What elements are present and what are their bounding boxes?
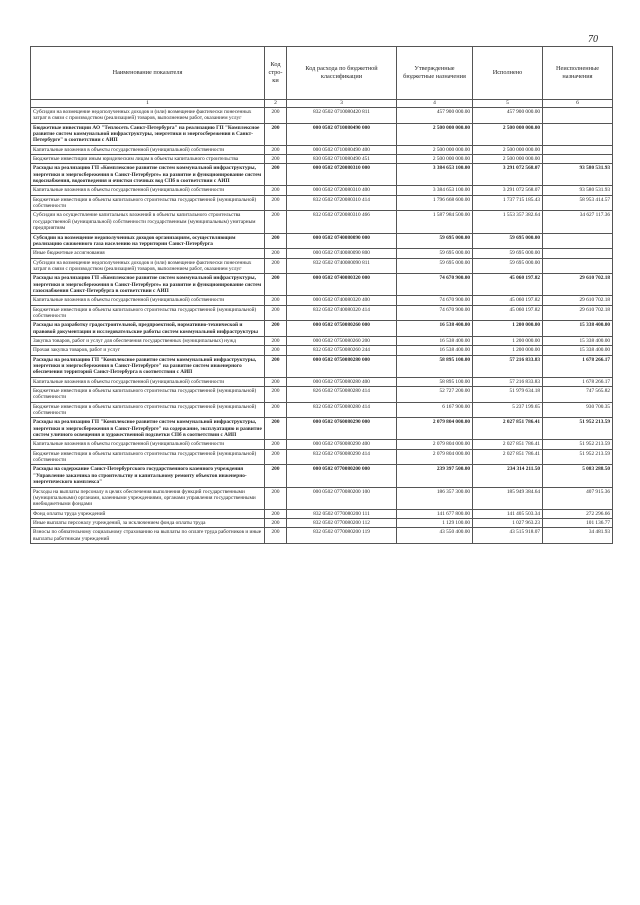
header-name: Наименование показателя bbox=[31, 47, 265, 100]
row-approved: 2 079 804 000.00 bbox=[397, 440, 473, 449]
table-row bbox=[31, 274, 613, 296]
row-unexecuted bbox=[543, 233, 613, 249]
row-executed: 45 060 197.82 bbox=[473, 305, 543, 321]
row-name: Иные выплаты персоналу учреждений, за исключением фонда оплаты труда bbox=[31, 518, 265, 527]
row-expense-code: 832 0502 0710080420 811 bbox=[287, 108, 397, 124]
row-expense-code: 826 0502 0750080280 414 bbox=[287, 387, 397, 403]
row-line-code: 200 bbox=[265, 305, 287, 321]
table-row bbox=[31, 387, 613, 403]
row-unexecuted bbox=[543, 258, 613, 274]
table-row bbox=[31, 258, 613, 274]
table-row bbox=[31, 355, 613, 377]
row-expense-code: 830 0502 0710080490 451 bbox=[287, 155, 397, 164]
row-expense-code: 000 0502 0750080280 000 bbox=[287, 355, 397, 377]
row-executed: 234 314 211.50 bbox=[473, 465, 543, 487]
row-unexecuted: 15 338 400.00 bbox=[543, 336, 613, 345]
column-number: 3 bbox=[287, 100, 397, 108]
table-row bbox=[31, 509, 613, 518]
row-unexecuted bbox=[543, 108, 613, 124]
row-executed: 43 515 918.07 bbox=[473, 528, 543, 544]
row-executed: 45 060 197.82 bbox=[473, 296, 543, 305]
table-row bbox=[31, 440, 613, 449]
row-expense-code: 000 0502 0750080260 200 bbox=[287, 336, 397, 345]
row-line-code: 200 bbox=[265, 518, 287, 527]
row-approved: 2 079 804 000.00 bbox=[397, 449, 473, 465]
row-executed: 59 695 000.00 bbox=[473, 249, 543, 258]
row-name: Расходы на реализацию ГП «Комплексное развитие систем коммунальной инфраструктуры, энергетики и энергосбережения в Санкт-Петербурге» на развитие и функционирование систем водоснабжения, водоотведения и очистки сточных вод СПб в соответствии с АИП bbox=[31, 164, 265, 186]
row-line-code: 200 bbox=[265, 211, 287, 233]
row-executed: 185 949 384.64 bbox=[473, 487, 543, 509]
row-name: Прочая закупка товаров, работ и услуг bbox=[31, 346, 265, 355]
header-line-code: Код стро-ки bbox=[265, 47, 287, 100]
row-line-code: 200 bbox=[265, 186, 287, 195]
row-executed: 2 027 851 786.41 bbox=[473, 440, 543, 449]
row-name: Капитальные вложения в объекты государственной (муниципальной) собственности bbox=[31, 186, 265, 195]
row-name: Бюджетные инвестиции иным юридическим лицам в объекты капитального строительства bbox=[31, 155, 265, 164]
row-line-code: 200 bbox=[265, 195, 287, 211]
row-unexecuted: 1 678 266.17 bbox=[543, 355, 613, 377]
row-unexecuted: 29 610 702.18 bbox=[543, 296, 613, 305]
table-row bbox=[31, 321, 613, 337]
row-approved: 457 900 000.00 bbox=[397, 108, 473, 124]
row-name: Взносы по обязательному социальному страхованию на выплаты по оплате труда работников и иные выплаты работникам учреждений bbox=[31, 528, 265, 544]
row-unexecuted: 34 627 117.36 bbox=[543, 211, 613, 233]
row-line-code: 200 bbox=[265, 321, 287, 337]
row-unexecuted: 5 083 288.50 bbox=[543, 465, 613, 487]
row-expense-code: 000 0502 0760080290 000 bbox=[287, 418, 397, 440]
row-executed: 457 900 000.00 bbox=[473, 108, 543, 124]
row-approved: 1 129 100.00 bbox=[397, 518, 473, 527]
row-executed: 59 695 000.00 bbox=[473, 233, 543, 249]
row-unexecuted: 29 610 702.18 bbox=[543, 274, 613, 296]
row-approved: 74 670 900.00 bbox=[397, 274, 473, 296]
row-expense-code: 832 0502 0740080320 414 bbox=[287, 305, 397, 321]
row-line-code: 200 bbox=[265, 487, 287, 509]
row-executed: 3 291 072 568.07 bbox=[473, 186, 543, 195]
row-executed: 45 060 197.82 bbox=[473, 274, 543, 296]
row-line-code: 200 bbox=[265, 387, 287, 403]
row-name: Бюджетные инвестиции в объекты капитального строительства государственной (муниципальной) собственности bbox=[31, 305, 265, 321]
row-name: Фонд оплаты труда учреждений bbox=[31, 509, 265, 518]
row-executed: 1 027 963.23 bbox=[473, 518, 543, 527]
row-line-code: 200 bbox=[265, 449, 287, 465]
header-approved: Утвержденные бюджетные назначения bbox=[397, 47, 473, 100]
row-line-code: 200 bbox=[265, 233, 287, 249]
table-row bbox=[31, 155, 613, 164]
row-expense-code: 832 0502 0720080310 466 bbox=[287, 211, 397, 233]
row-approved: 3 384 653 100.00 bbox=[397, 164, 473, 186]
row-executed: 1 553 357 382.64 bbox=[473, 211, 543, 233]
row-name: Иные бюджетные ассигнования bbox=[31, 249, 265, 258]
row-name: Капитальные вложения в объекты государственной (муниципальной) собственности bbox=[31, 377, 265, 386]
row-approved: 43 550 400.00 bbox=[397, 528, 473, 544]
row-approved: 3 384 653 100.00 bbox=[397, 186, 473, 195]
row-approved: 16 538 400.00 bbox=[397, 346, 473, 355]
row-name: Капитальные вложения в объекты государственной (муниципальной) собственности bbox=[31, 440, 265, 449]
table-row bbox=[31, 518, 613, 527]
header-executed: Исполнено bbox=[473, 47, 543, 100]
table-row bbox=[31, 108, 613, 124]
row-executed: 1 200 000.00 bbox=[473, 336, 543, 345]
row-line-code: 200 bbox=[265, 418, 287, 440]
row-unexecuted: 58 953 414.57 bbox=[543, 195, 613, 211]
row-expense-code: 832 0502 0750080260 244 bbox=[287, 346, 397, 355]
row-unexecuted: 747 565.82 bbox=[543, 387, 613, 403]
table-row bbox=[31, 465, 613, 487]
row-approved: 52 727 200.00 bbox=[397, 387, 473, 403]
row-approved: 16 538 400.00 bbox=[397, 336, 473, 345]
table-row bbox=[31, 233, 613, 249]
row-name: Субсидии на возмещение недополученных доходов и (или) возмещение фактически понесенных затрат в связи с производством (реализацией) товаров, выполнением работ, оказанием услуг bbox=[31, 258, 265, 274]
row-approved: 239 397 500.00 bbox=[397, 465, 473, 487]
row-approved: 58 895 100.00 bbox=[397, 377, 473, 386]
row-line-code: 200 bbox=[265, 346, 287, 355]
row-unexecuted bbox=[543, 145, 613, 154]
row-expense-code: 000 0502 0710080490 000 bbox=[287, 123, 397, 145]
table-row bbox=[31, 377, 613, 386]
row-expense-code: 832 0502 0750080280 414 bbox=[287, 402, 397, 418]
row-unexecuted: 93 580 531.93 bbox=[543, 164, 613, 186]
row-approved: 1 587 984 500.00 bbox=[397, 211, 473, 233]
row-unexecuted: 15 338 400.00 bbox=[543, 346, 613, 355]
row-unexecuted: 101 136.77 bbox=[543, 518, 613, 527]
row-expense-code: 832 0502 0740080090 811 bbox=[287, 258, 397, 274]
row-expense-code: 832 0502 0770080200 112 bbox=[287, 518, 397, 527]
row-line-code: 200 bbox=[265, 528, 287, 544]
row-unexecuted: 1 678 266.17 bbox=[543, 377, 613, 386]
row-name: Бюджетные инвестиции АО "Теплосеть Санкт-Петербурга" на реализацию ГП "Комплексное развитие систем коммунальной инфраструктуры, энергетики и энергосбережения в Санкт-Петербурге" в соответствии с АИП bbox=[31, 123, 265, 145]
row-name: Бюджетные инвестиции в объекты капитального строительства государственной (муниципальной) собственности bbox=[31, 387, 265, 403]
row-approved: 2 079 804 000.00 bbox=[397, 418, 473, 440]
table-row bbox=[31, 249, 613, 258]
row-approved: 141 677 800.00 bbox=[397, 509, 473, 518]
row-line-code: 200 bbox=[265, 509, 287, 518]
row-executed: 57 216 833.83 bbox=[473, 377, 543, 386]
row-approved: 74 670 900.00 bbox=[397, 305, 473, 321]
row-unexecuted: 93 580 531.93 bbox=[543, 186, 613, 195]
header-unexecuted: Неисполненные назначения bbox=[543, 47, 613, 100]
row-expense-code: 000 0502 0760080290 400 bbox=[287, 440, 397, 449]
row-expense-code: 000 0502 0750080260 000 bbox=[287, 321, 397, 337]
row-name: Субсидии на возмещение недополученных доходов организациям, осуществляющим реализацию сжиженного газа населению на территории Санкт-Петербурга bbox=[31, 233, 265, 249]
row-approved: 58 895 100.00 bbox=[397, 355, 473, 377]
column-number: 2 bbox=[265, 100, 287, 108]
row-line-code: 200 bbox=[265, 465, 287, 487]
row-unexecuted: 51 952 213.59 bbox=[543, 440, 613, 449]
column-number: 5 bbox=[473, 100, 543, 108]
row-expense-code: 000 0502 0720080310 000 bbox=[287, 164, 397, 186]
row-unexecuted bbox=[543, 123, 613, 145]
row-approved: 186 357 300.00 bbox=[397, 487, 473, 509]
row-approved: 6 167 900.00 bbox=[397, 402, 473, 418]
row-name: Капитальные вложения в объекты государственной (муниципальной) собственности bbox=[31, 296, 265, 305]
row-executed: 57 216 833.83 bbox=[473, 355, 543, 377]
row-approved: 1 796 668 600.00 bbox=[397, 195, 473, 211]
row-executed: 59 695 000.00 bbox=[473, 258, 543, 274]
row-unexecuted: 29 610 702.18 bbox=[543, 305, 613, 321]
row-unexecuted: 407 915.36 bbox=[543, 487, 613, 509]
row-line-code: 200 bbox=[265, 296, 287, 305]
table-row bbox=[31, 296, 613, 305]
row-unexecuted: 51 952 213.59 bbox=[543, 449, 613, 465]
row-name: Расходы на реализацию ГП "Комплексное развитие систем коммунальной инфраструктуры, энергетики и энергосбережения в Санкт-Петербурге" на содержание, эксплуатацию и развитие систем уличного освещения и художественной подсветки СПб в соответствии с АИП bbox=[31, 418, 265, 440]
table-row bbox=[31, 123, 613, 145]
row-expense-code: 832 0502 0720080310 414 bbox=[287, 195, 397, 211]
table-row bbox=[31, 164, 613, 186]
row-line-code: 200 bbox=[265, 249, 287, 258]
row-approved: 2 500 000 000.00 bbox=[397, 123, 473, 145]
row-executed: 2 500 000 000.00 bbox=[473, 145, 543, 154]
table-row bbox=[31, 487, 613, 509]
row-expense-code: 000 0502 0770080200 000 bbox=[287, 465, 397, 487]
table-row bbox=[31, 211, 613, 233]
row-executed: 5 237 199.65 bbox=[473, 402, 543, 418]
row-name: Бюджетные инвестиции в объекты капитального строительства государственной (муниципальной) собственности bbox=[31, 449, 265, 465]
row-line-code: 200 bbox=[265, 274, 287, 296]
budget-execution-table bbox=[30, 46, 613, 544]
row-expense-code: 000 0502 0740080090 000 bbox=[287, 233, 397, 249]
row-expense-code: 000 0502 0740080320 000 bbox=[287, 274, 397, 296]
row-line-code: 200 bbox=[265, 440, 287, 449]
row-executed: 3 291 072 568.07 bbox=[473, 164, 543, 186]
row-approved: 2 500 000 000.00 bbox=[397, 145, 473, 154]
row-approved: 59 695 000.00 bbox=[397, 233, 473, 249]
row-name: Закупка товаров, работ и услуг для обеспечения государственных (муниципальных) нужд bbox=[31, 336, 265, 345]
row-executed: 2 500 000 000.00 bbox=[473, 123, 543, 145]
row-unexecuted: 15 338 400.00 bbox=[543, 321, 613, 337]
header-expense-code: Код расхода по бюджетной классификации bbox=[287, 47, 397, 100]
row-expense-code: 832 0502 0760080290 414 bbox=[287, 449, 397, 465]
row-line-code: 200 bbox=[265, 145, 287, 154]
row-executed: 1 200 000.00 bbox=[473, 346, 543, 355]
row-line-code: 200 bbox=[265, 164, 287, 186]
row-expense-code: 000 0502 0710080490 400 bbox=[287, 145, 397, 154]
table-row bbox=[31, 305, 613, 321]
table-body bbox=[31, 108, 613, 544]
row-executed: 2 027 851 786.41 bbox=[473, 418, 543, 440]
table-row bbox=[31, 336, 613, 345]
row-name: Расходы на выплаты персоналу в целях обеспечения выполнения функций государственными (муниципальными) органами, казенными учреждениями, органами управления государственными внебюджетными фондами bbox=[31, 487, 265, 509]
row-line-code: 200 bbox=[265, 377, 287, 386]
row-line-code: 200 bbox=[265, 108, 287, 124]
row-expense-code: 000 0502 0770080200 100 bbox=[287, 487, 397, 509]
row-executed: 1 737 715 185.43 bbox=[473, 195, 543, 211]
table-row bbox=[31, 195, 613, 211]
row-name: Капитальные вложения в объекты государственной (муниципальной) собственности bbox=[31, 145, 265, 154]
column-number: 4 bbox=[397, 100, 473, 108]
table-header-row bbox=[31, 47, 613, 100]
row-approved: 74 670 900.00 bbox=[397, 296, 473, 305]
row-line-code: 200 bbox=[265, 258, 287, 274]
row-expense-code: 000 0502 0720080310 400 bbox=[287, 186, 397, 195]
row-line-code: 200 bbox=[265, 123, 287, 145]
row-executed: 2 027 851 786.41 bbox=[473, 449, 543, 465]
row-unexecuted bbox=[543, 155, 613, 164]
row-name: Бюджетные инвестиции в объекты капитального строительства государственной (муниципальной) собственности bbox=[31, 402, 265, 418]
row-name: Субсидии на возмещение недополученных доходов и (или) возмещение фактически понесенных затрат в связи с производством (реализацией) товаров, выполнением работ, оказанием услуг bbox=[31, 108, 265, 124]
table-row bbox=[31, 418, 613, 440]
table-row bbox=[31, 528, 613, 544]
page-number: 70 bbox=[588, 34, 598, 45]
row-name: Бюджетные инвестиции в объекты капитального строительства государственной (муниципальной) собственности bbox=[31, 195, 265, 211]
row-expense-code: 000 0502 0740080090 800 bbox=[287, 249, 397, 258]
row-name: Субсидии на осуществление капитальных вложений в объекты капитального строительства государственной (муниципальной) собственности государственным (муниципальным) унитарным предприятиям bbox=[31, 211, 265, 233]
table-row bbox=[31, 145, 613, 154]
row-name: Расходы на реализацию ГП «Комплексное развитие систем коммунальной инфраструктуры, энергетики и энергосбережения в Санкт-Петербурге» на развитие и функционирование систем газоснабжения Санкт-Петербурга в соответствии с АИП bbox=[31, 274, 265, 296]
row-unexecuted: 34 481.93 bbox=[543, 528, 613, 544]
row-approved: 59 695 000.00 bbox=[397, 258, 473, 274]
row-line-code: 200 bbox=[265, 155, 287, 164]
row-line-code: 200 bbox=[265, 336, 287, 345]
row-unexecuted: 51 952 213.59 bbox=[543, 418, 613, 440]
row-name: Расходы на реализацию ГП "Комплексное развитие систем коммунальной инфраструктуры, энергетики и энергосбережения в Санкт-Петербурге" на развитие систем инженерного обеспечения территорий Санкт-Петербурга в соответствии с АИП bbox=[31, 355, 265, 377]
column-number: 1 bbox=[31, 100, 265, 108]
row-expense-code: 832 0502 0770080200 119 bbox=[287, 528, 397, 544]
row-executed: 51 979 634.18 bbox=[473, 387, 543, 403]
row-unexecuted bbox=[543, 249, 613, 258]
row-line-code: 200 bbox=[265, 402, 287, 418]
table-row bbox=[31, 186, 613, 195]
table-row bbox=[31, 402, 613, 418]
row-expense-code: 832 0502 0770080200 111 bbox=[287, 509, 397, 518]
row-name: Расходы на содержание Санкт-Петербургского государственного казенного учреждения "Управление заказчика по строительству и капитальному ремонту объектов инженерно-энергетического комплекса" bbox=[31, 465, 265, 487]
table-row bbox=[31, 449, 613, 465]
column-number: 6 bbox=[543, 100, 613, 108]
row-executed: 1 200 000.00 bbox=[473, 321, 543, 337]
row-executed: 141 405 503.34 bbox=[473, 509, 543, 518]
column-number-row bbox=[31, 100, 613, 108]
row-unexecuted: 930 700.35 bbox=[543, 402, 613, 418]
row-unexecuted: 272 296.66 bbox=[543, 509, 613, 518]
row-approved: 16 538 400.00 bbox=[397, 321, 473, 337]
row-expense-code: 000 0502 0740080320 400 bbox=[287, 296, 397, 305]
row-expense-code: 000 0502 0750080280 400 bbox=[287, 377, 397, 386]
table-row bbox=[31, 346, 613, 355]
row-line-code: 200 bbox=[265, 355, 287, 377]
row-name: Расходы на разработку градостроительной, предпроектной, нормативно-технической и правовой документации и исследовательские работы систем коммунальной инфраструктуры bbox=[31, 321, 265, 337]
row-executed: 2 500 000 000.00 bbox=[473, 155, 543, 164]
row-approved: 2 500 000 000.00 bbox=[397, 155, 473, 164]
row-approved: 59 695 000.00 bbox=[397, 249, 473, 258]
